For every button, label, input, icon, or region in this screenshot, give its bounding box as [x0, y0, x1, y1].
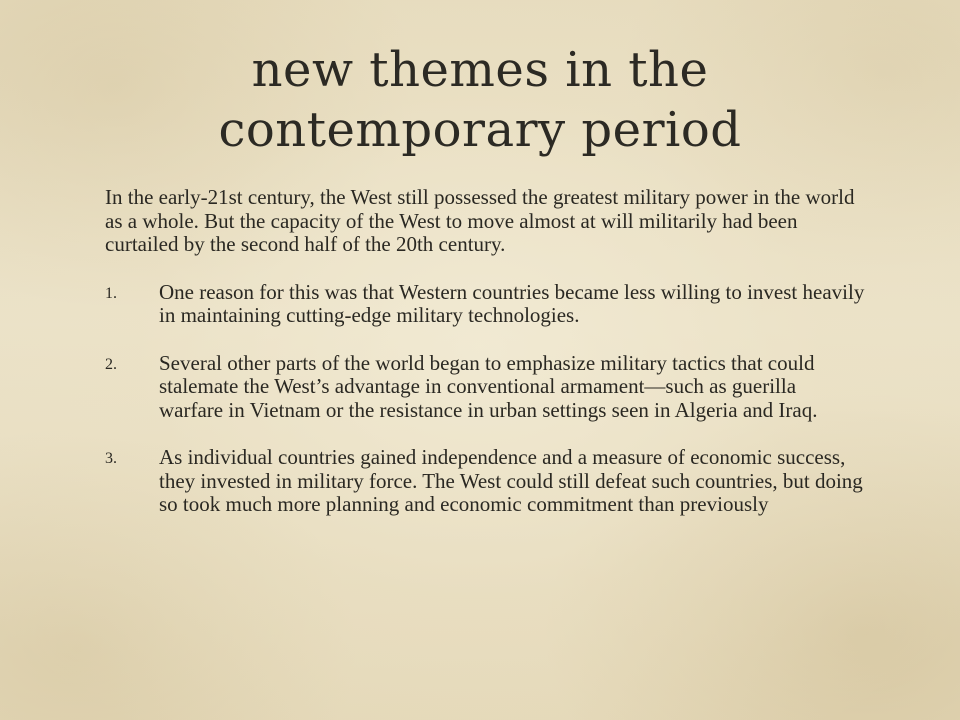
numbered-list: [105, 281, 865, 517]
list-item-text: Several other parts of the world began to emphasize military tactics that could stalemate the West’s advantage in conventional armament—such as guerilla warfare in Vietnam or the resistance in urban settings seen in Algeria and Iraq.: [159, 350, 818, 422]
list-item-number: 3.: [105, 450, 117, 467]
list-item-2: [105, 352, 865, 423]
slide-title-line-1: new themes in the: [251, 42, 709, 98]
list-item-number: 2.: [105, 355, 117, 373]
list-item-text: One reason for this was that Western countries became less willing to invest heavily in maintaining cutting-edge military technologies.: [159, 279, 865, 327]
slide-title-line-2: contemporary period: [218, 102, 742, 158]
list-item-3: [105, 446, 865, 517]
intro-paragraph: In the early-21st century, the West still possessed the greatest military power in the world as a whole. But the capacity of the West to move almost at will militarily had been curtailed by the second half of the 20th century.: [105, 185, 855, 256]
list-item-text: As individual countries gained independence and a measure of economic success, they invested in military force. The West could still defeat such countries, but doing so took much more planning and economic commitment than previously: [159, 445, 863, 516]
slide-body: [105, 186, 865, 541]
list-item-number: 1.: [105, 284, 117, 302]
slide-title: [80, 40, 880, 160]
list-item-1: [105, 281, 865, 328]
